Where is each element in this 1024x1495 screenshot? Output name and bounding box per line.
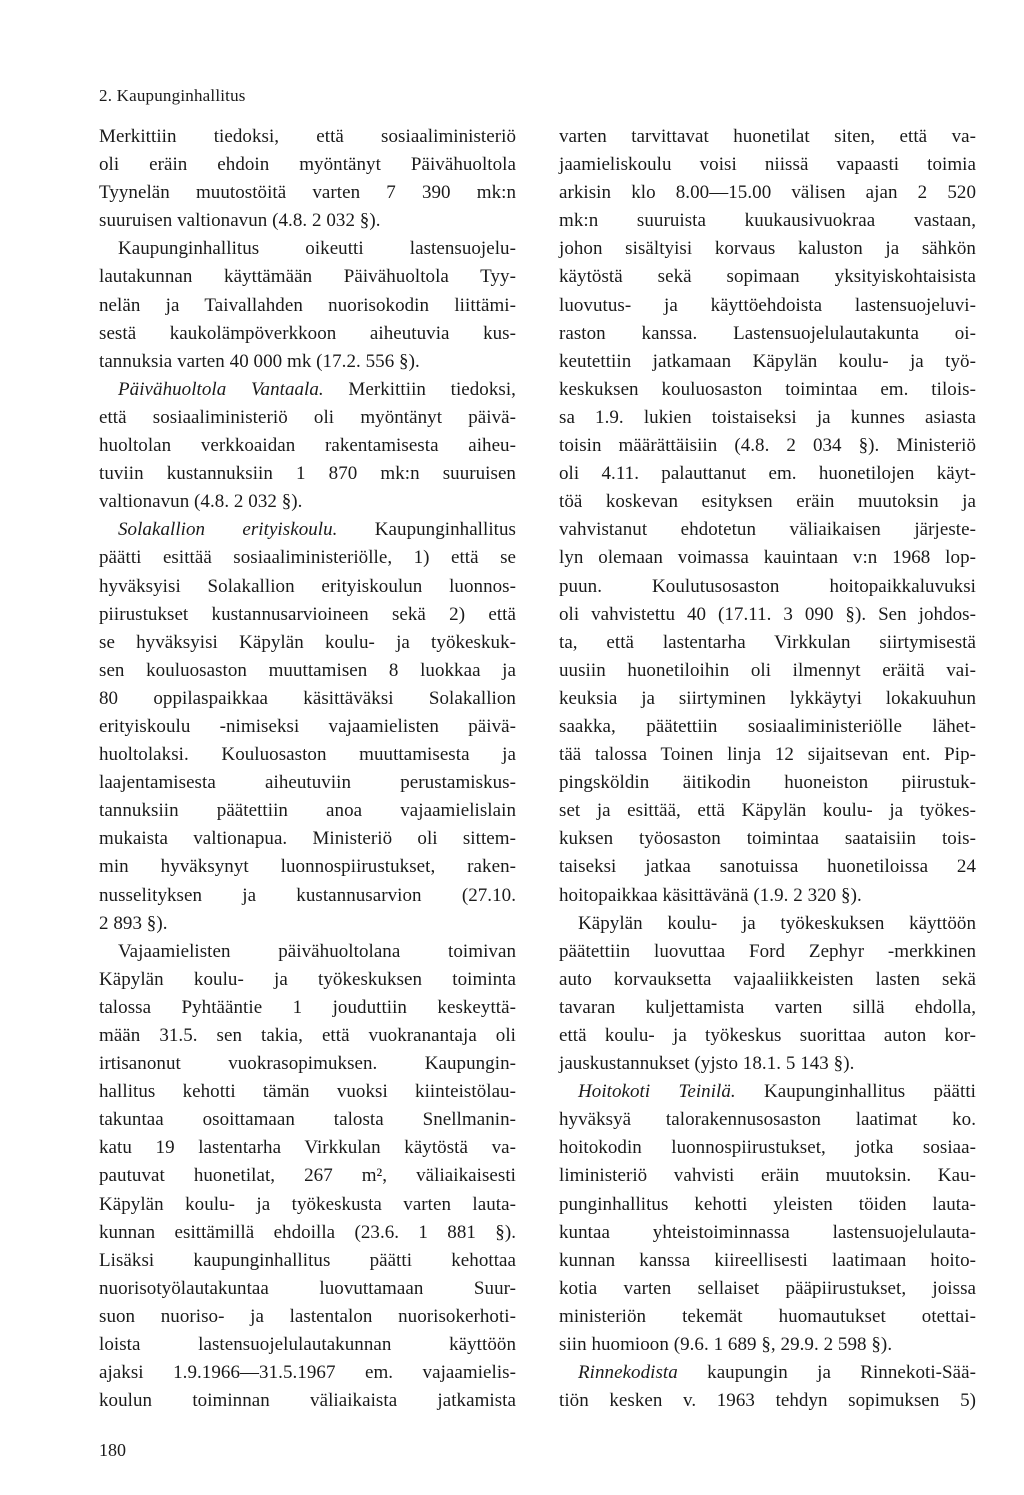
text-line: sa 1.9. lukien toistaiseksi ja kunnes asiasta: [559, 406, 976, 428]
text-line: valtionavun (4.8. 2 032 §).: [99, 491, 303, 513]
text-line: auto korvauksetta vajaaliikkeisten lasten sekä: [559, 968, 976, 990]
text-line: että koulu- ja työkeskus suorittaa auton kor-: [559, 1025, 976, 1046]
text-line: puun. Koulutusosaston hoitopaikkaluvuksi: [559, 575, 976, 597]
text-line: vahvistanut ehdotetun väliaikaisen järjeste-: [559, 519, 976, 541]
text-line: nelän ja Taivallahden nuorisokodin liittämi-: [99, 294, 516, 316]
text-line: Lisäksi kaupunginhallitus päätti kehottaa: [99, 1249, 516, 1271]
line-text: Kaupunginhallitus päätti: [764, 1081, 976, 1103]
text-line: ajaksi 1.9.1966—31.5.1967 em. vajaamielis-: [99, 1362, 516, 1384]
text-line: hoitopaikkaa käsittävänä (1.9. 2 320 §).: [559, 884, 862, 906]
text-line: tavaran kuljettamista varten sillä ehdolla,: [559, 996, 976, 1018]
text-line: suon nuoriso- ja lastentalon nuorisokerhoti-: [99, 1305, 516, 1327]
text-line: kotia varten sellaiset pääpiirustukset, joissa: [559, 1277, 976, 1299]
text-line: että sosiaaliministeriö oli myöntänyt päivä-: [99, 406, 516, 428]
text-line: laajentamisesta aiheutuviin perustamiskus-: [99, 772, 516, 794]
text-line: katu 19 lastentarha Virkkulan käytöstä va-: [99, 1137, 516, 1159]
running-header: 2. Kaupunginhallitus: [99, 86, 246, 105]
text-line: lautakunnan käyttämään Päivähuoltola Tyy-: [99, 266, 516, 288]
text-line: päätettiin luovuttaa Ford Zephyr -merkkinen: [559, 940, 976, 962]
text-line: arkisin klo 8.00—15.00 välisen ajan 2 520: [559, 182, 976, 204]
text-line: nusselityksen ja kustannusarvion (27.10.: [99, 884, 516, 906]
text-line: mk:n suuruista kuukausivuokraa vastaan,: [559, 210, 976, 232]
text-line: johon sisältyisi korvaus kaluston ja sähkön: [559, 238, 976, 260]
text-line: tuviin kustannuksiin 1 870 mk:n suuruisen: [99, 463, 516, 485]
text-line: punginhallitus kehotti yleisten töiden lauta-: [559, 1193, 976, 1215]
section-heading: Rinnekodista: [578, 1362, 678, 1384]
text-line: siin huomioon (9.6. 1 689 §, 29.9. 2 598 §).: [559, 1334, 893, 1356]
text-line: luovutus- ja käyttöehdoista lastensuojeluvi-: [559, 294, 976, 316]
text-line: irtisanonut vuokrasopimuksen. Kaupungin-: [99, 1053, 516, 1075]
text-line: hallitus kehotti tämän vuoksi kiinteistölau-: [99, 1081, 516, 1103]
text-line: 80 oppilaspaikkaa käsittäväksi Solakallion: [99, 687, 516, 709]
text-line: jauskustannukset (yjsto 18.1. 5 143 §).: [559, 1053, 855, 1075]
text-line: käytöstä sekä sopimaan yksityiskohtaisista: [559, 266, 976, 288]
text-line: tannuksia varten 40 000 mk (17.2. 556 §).: [99, 350, 420, 372]
text-line: hyväksyisi Solakallion erityiskoulun luonnos-: [99, 575, 516, 597]
left-column: [99, 123, 516, 1415]
text-line-with-heading: [559, 1359, 976, 1387]
line-text: kaupungin ja Rinnekoti-Sää-: [707, 1362, 976, 1384]
text-line: Käpylän koulu- ja työkeskuksen käyttöön: [578, 912, 976, 934]
section-heading: Päivähuoltola Vantaala.: [118, 378, 324, 400]
text-line: erityiskoulu -nimiseksi vajaamielisten päivä-: [99, 715, 516, 737]
text-line: pingsköldin äitikodin huoneiston piirustuk-: [559, 772, 976, 794]
text-line: kunnan kanssa kiireellisesti laatimaan hoito-: [559, 1249, 976, 1271]
text-line-with-heading: [99, 376, 516, 404]
text-line: sestä kaukolämpöverkkoon aiheutuvia kus-: [99, 322, 516, 344]
text-line: varten tarvittavat huonetilat siten, että va-: [559, 126, 976, 147]
text-line: ministeriön tekemät huomautukset otettai-: [559, 1305, 976, 1327]
text-line-with-heading: [559, 1078, 976, 1106]
text-line: raston kanssa. Lastensuojelulautakunta oi-: [559, 322, 976, 344]
text-line: Tyynelän muutostöitä varten 7 390 mk:n: [99, 182, 516, 204]
text-line: mukaista valtionapua. Ministeriö oli sittem-: [99, 828, 516, 850]
text-line: sen kouluosaston muuttamisen 8 luokkaa ja: [99, 659, 516, 681]
text-line: takuntaa osoittamaan talosta Snellmanin-: [99, 1109, 516, 1131]
section-heading: Hoitokoti Teinilä.: [578, 1081, 736, 1103]
text-line: Käpylän koulu- ja työkeskusta varten lauta-: [99, 1193, 516, 1215]
text-line-with-heading: [99, 516, 516, 544]
section-heading: Solakallion erityiskoulu.: [118, 519, 338, 541]
text-line: oli 4.11. palauttanut em. huonetilojen käyt-: [559, 463, 976, 485]
text-line: nuorisotyölautakuntaa luovuttamaan Suur-: [99, 1277, 516, 1299]
text-line: keskuksen kouluosaston toimintaa em. tilois-: [559, 378, 976, 400]
text-line: 2 893 §).: [99, 912, 168, 934]
text-line: loista lastensuojelulautakunnan käyttöön: [99, 1334, 516, 1356]
text-line: toisin määrättäisiin (4.8. 2 034 §). Ministeriö: [559, 435, 976, 457]
text-line: se hyväksyisi Käpylän koulu- ja työkeskuk-: [99, 631, 516, 653]
text-line: kunnan esittämillä ehdoilla (23.6. 1 881 §).: [99, 1221, 516, 1243]
text-line: set ja esittää, että Käpylän koulu- ja työkes-: [559, 800, 976, 822]
text-line: Kaupunginhallitus oikeutti lastensuojelu-: [118, 238, 516, 260]
text-line: Käpylän koulu- ja työkeskuksen toiminta: [99, 968, 516, 990]
line-text: Merkittiin tiedoksi,: [348, 378, 516, 400]
text-line: ta, että lastentarha Virkkulan siirtymisestä: [559, 631, 976, 653]
text-line: liministeriö vahvisti eräin muutoksin. Kau-: [559, 1165, 976, 1187]
text-line: saakka, päätettiin sosiaaliministeriölle lähet-: [559, 715, 976, 737]
text-line: töä koskevan esityksen eräin muutoksin ja: [559, 491, 976, 513]
text-line: talossa Pyhtääntie 1 jouduttiin keskeyttä-: [99, 996, 516, 1018]
text-line: tiön kesken v. 1963 tehdyn sopimuksen 5): [559, 1390, 976, 1412]
page-number: 180: [99, 1440, 126, 1460]
text-line: jaamieliskoulu voisi niissä vapaasti toimia: [559, 154, 976, 176]
text-line: hoitokodin luonnospiirustukset, jotka sosiaa-: [559, 1137, 976, 1159]
text-line: oli vahvistettu 40 (17.11. 3 090 §). Sen johdos-: [559, 603, 976, 625]
text-line: kuntaa yhteistoiminnassa lastensuojelulauta-: [559, 1221, 976, 1243]
text-line: tannuksiin päätettiin anoa vajaamielislain: [99, 800, 516, 822]
text-line: oli eräin ehdoin myöntänyt Päivähuoltola: [99, 154, 516, 176]
text-line: taiseksi jatkaa sanotuissa huonetiloissa 24: [559, 856, 976, 878]
text-line: pautuvat huonetilat, 267 m², väliaikaisesti: [99, 1165, 516, 1187]
text-line: Vajaamielisten päivähuoltolana toimivan: [118, 940, 516, 962]
text-line: mään 31.5. sen takia, että vuokranantaja oli: [99, 1025, 516, 1046]
text-line: tää talossa Toinen linja 12 sijaitsevan ent. Pip-: [559, 744, 976, 766]
text-line: uusiin huonetiloihin oli ilmennyt eräitä vai-: [559, 659, 976, 681]
text-line: keuksia ja siirtyminen lykkäytyi lokakuuhun: [559, 687, 976, 709]
text-line: päätti esittää sosiaaliministeriölle, 1) että se: [99, 547, 516, 569]
right-column: [559, 123, 976, 1415]
text-line: keutettiin jatkamaan Käpylän koulu- ja työ-: [559, 350, 976, 372]
text-line: koulun toiminnan väliaikaista jatkamista: [99, 1390, 516, 1412]
text-line: Merkittiin tiedoksi, että sosiaaliministeriö: [99, 126, 516, 147]
text-line: huoltolan verkkoaidan rakentamisesta aiheu-: [99, 435, 516, 457]
text-line: lyn olemaan voimassa kauintaan v:n 1968 lop-: [559, 547, 976, 569]
text-line: min hyväksynyt luonnospiirustukset, raken-: [99, 856, 516, 878]
text-line: kuksen työosaston toimintaa saataisiin tois-: [559, 828, 976, 850]
text-line: huoltolaksi. Kouluosaston muuttamisesta ja: [99, 744, 516, 766]
text-line: suuruisen valtionavun (4.8. 2 032 §).: [99, 210, 381, 232]
text-line: piirustukset kustannusarvioineen sekä 2) että: [99, 603, 516, 625]
text-line: hyväksyä talorakennusosaston laatimat ko.: [559, 1109, 976, 1131]
line-text: Kaupunginhallitus: [374, 519, 516, 541]
